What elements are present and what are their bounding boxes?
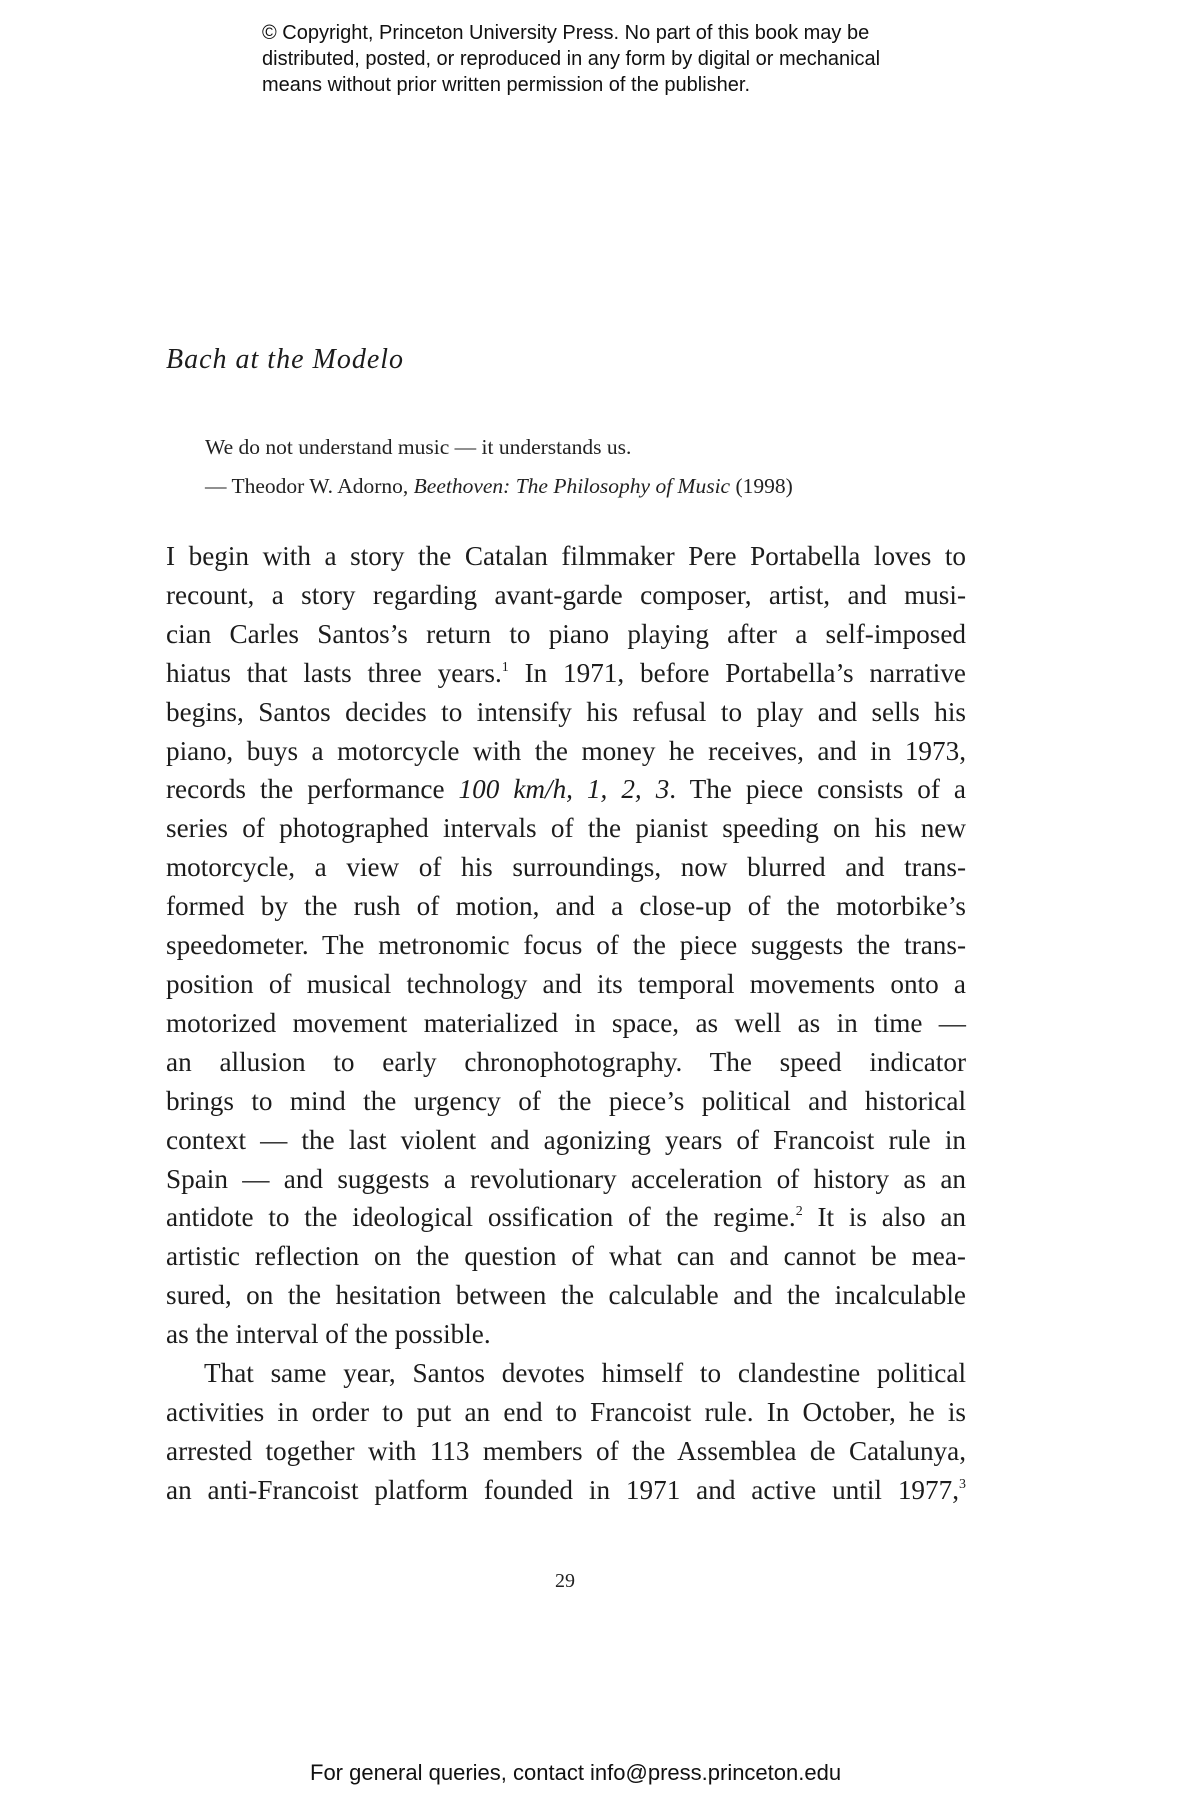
- text-segment: context — the last violent and agonizing years of Francoist rule in: [166, 1124, 966, 1155]
- text-line: [166, 1121, 966, 1160]
- text-line: [166, 1004, 966, 1043]
- copyright-line: distributed, posted, or reproduced in any form by digital or mechanical: [262, 48, 881, 70]
- epigraph: [205, 428, 985, 506]
- text-line: [166, 770, 966, 809]
- text-segment: formed by the rush of motion, and a close-up of the motorbike’s: [166, 891, 966, 922]
- text-segment: records the performance: [166, 774, 459, 805]
- text-line: [166, 615, 966, 654]
- epigraph-quote: We do not understand music — it understands us.: [205, 435, 632, 459]
- text-line: [166, 1043, 966, 1082]
- chapter-title: Bach at the Modelo: [166, 344, 405, 375]
- text-segment: arrested together with 113 members of the Assemblea de Catalunya,: [166, 1435, 966, 1466]
- text-segment: speedometer. The metronomic focus of the piece suggests the trans-: [166, 930, 966, 961]
- text-line: [166, 1432, 966, 1471]
- text-line: [166, 1276, 966, 1315]
- text-line: [166, 1315, 966, 1354]
- footer-contact: For general queries, contact info@press.princeton.edu: [310, 1760, 842, 1785]
- text-segment: motorized movement materialized in space, as well as in time —: [166, 1007, 966, 1038]
- text-segment: . The piece consists of a: [669, 774, 966, 805]
- text-segment: as the interval of the possible.: [166, 1319, 491, 1350]
- text-line: [166, 809, 966, 848]
- text-segment: motorcycle, a view of his surroundings, now blurred and trans-: [166, 852, 966, 883]
- text-segment: hiatus that lasts three years.: [166, 657, 502, 688]
- epigraph-year: (1998): [730, 474, 793, 498]
- footnote-marker: 1: [501, 659, 509, 675]
- text-line: [166, 1082, 966, 1121]
- epigraph-attribution: [205, 467, 985, 506]
- text-line: [166, 926, 966, 965]
- text-line: [166, 887, 966, 926]
- text-segment: That same year, Santos devotes himself to clandestine political: [204, 1358, 966, 1389]
- footnote-marker: 2: [795, 1204, 803, 1220]
- epigraph-book-title: Beethoven: The Philosophy of Music: [413, 474, 731, 498]
- text-line: [166, 1237, 966, 1276]
- text-line: [166, 1198, 966, 1237]
- text-segment: In 1971, before Portabella’s narrative: [508, 657, 966, 688]
- text-segment: piano, buys a motorcycle with the money he receives, and in 1973,: [166, 735, 966, 766]
- text-segment: an allusion to early chronophotography. The speed indicator: [166, 1046, 966, 1077]
- epigraph-author: — Theodor W. Adorno,: [205, 474, 414, 498]
- copyright-line: means without prior written permission of the publisher.: [262, 74, 751, 96]
- text-segment: position of musical technology and its temporal movements onto a: [166, 968, 966, 999]
- italic-work-title: 100 km/h, 1, 2, 3: [458, 774, 670, 805]
- text-segment: Spain — and suggests a revolutionary acceleration of history as an: [166, 1163, 966, 1194]
- text-segment: antidote to the ideological ossification of the regime.: [166, 1202, 796, 1233]
- text-line: [166, 965, 966, 1004]
- text-line: [166, 1471, 966, 1510]
- text-segment: series of photographed intervals of the pianist speeding on his new: [166, 813, 966, 844]
- text-line: [166, 537, 966, 576]
- text-line: [166, 732, 966, 771]
- text-segment: recount, a story regarding avant-garde composer, artist, and musi-: [166, 579, 966, 610]
- copyright-line: © Copyright, Princeton University Press. No part of this book may be: [262, 22, 870, 44]
- text-segment: artistic reflection on the question of what can and cannot be mea-: [166, 1241, 966, 1272]
- text-segment: sured, on the hesitation between the calculable and the incalculable: [166, 1280, 966, 1311]
- text-line: [166, 1354, 966, 1393]
- text-segment: cian Carles Santos’s return to piano playing after a self-imposed: [166, 618, 966, 649]
- text-segment: I begin with a story the Catalan filmmaker Pere Portabella loves to: [166, 541, 966, 571]
- text-line: [166, 693, 966, 732]
- text-line: [166, 576, 966, 615]
- body-text: [166, 537, 966, 1510]
- text-line: [166, 654, 966, 693]
- text-segment: brings to mind the urgency of the piece’s political and historical: [166, 1085, 966, 1116]
- text-segment: activities in order to put an end to Francoist rule. In October, he is: [166, 1396, 966, 1427]
- text-line: [166, 1160, 966, 1199]
- footnote-marker: 3: [959, 1476, 966, 1492]
- copyright-notice: [262, 20, 1022, 98]
- text-segment: an anti-Francoist platform founded in 1971 and active until 1977,: [166, 1474, 959, 1505]
- text-line: [166, 848, 966, 887]
- text-segment: begins, Santos decides to intensify his refusal to play and sells his: [166, 696, 966, 727]
- text-segment: It is also an: [802, 1202, 967, 1233]
- text-line: [166, 1393, 966, 1432]
- page-number: 29: [555, 1570, 575, 1592]
